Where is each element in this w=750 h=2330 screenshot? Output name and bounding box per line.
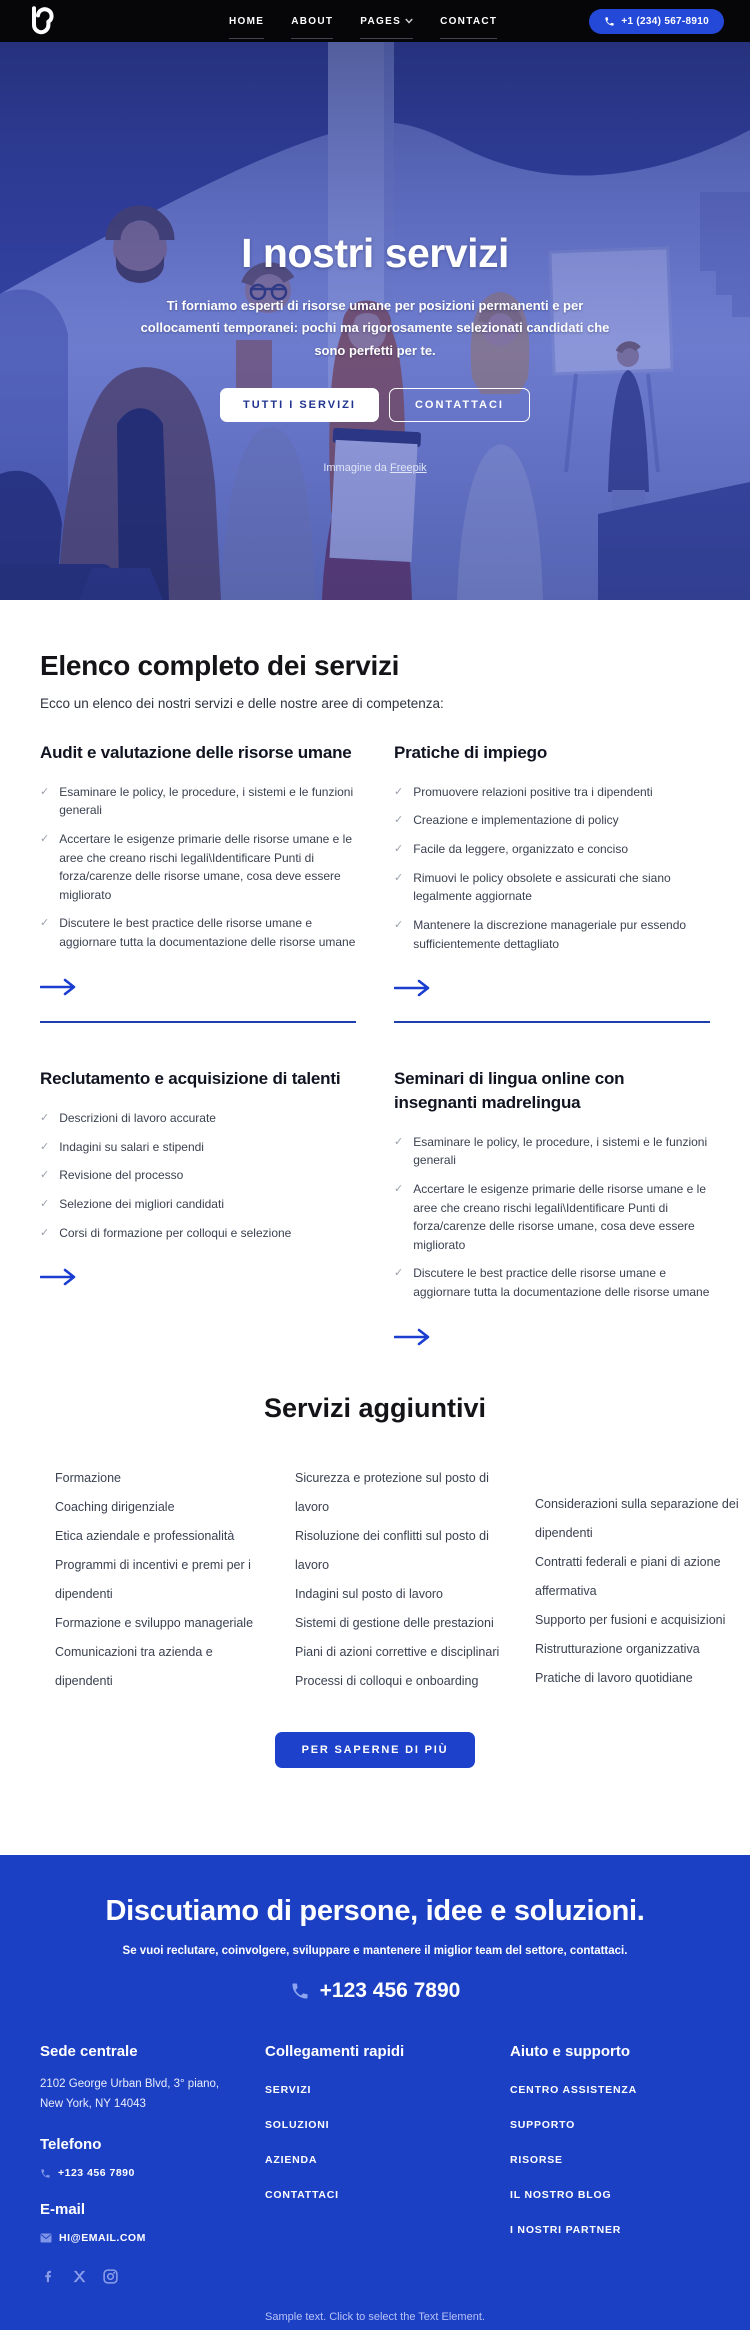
footer-email-link[interactable] bbox=[40, 2232, 265, 2244]
instagram-icon[interactable] bbox=[102, 2268, 119, 2285]
learn-more-button[interactable]: PER SAPERNE DI PIÙ bbox=[275, 1732, 476, 1768]
additional-item: Processi di colloqui e onboarding bbox=[295, 1674, 479, 1688]
quick-links-list bbox=[265, 2080, 510, 2203]
footer-link[interactable]: RISORSE bbox=[510, 2154, 563, 2166]
list-item bbox=[394, 1264, 710, 1301]
nav-item-contact[interactable] bbox=[440, 16, 497, 27]
additional-item: Coaching dirigenziale bbox=[55, 1500, 175, 1514]
check-icon: ✓ bbox=[394, 843, 404, 856]
card-title: Pratiche di impiego bbox=[394, 743, 548, 762]
list-item-text: Facile da leggere, organizzato e conciso bbox=[413, 842, 629, 857]
card-title: Seminari di lingua online con insegnanti madrelingua bbox=[394, 1069, 625, 1113]
list-item bbox=[394, 840, 710, 859]
footer-phone-number: +123 456 7890 bbox=[58, 2167, 135, 2180]
chevron-down-icon bbox=[405, 18, 413, 24]
service-card-recruiting bbox=[40, 1067, 356, 1355]
nav-label: PAGES bbox=[360, 15, 402, 27]
hero-section bbox=[0, 42, 750, 600]
service-card-employment bbox=[394, 741, 710, 1023]
top-navigation-bar bbox=[0, 0, 750, 42]
list-item bbox=[40, 1109, 356, 1128]
footer-link-centro-assistenza bbox=[510, 2080, 710, 2098]
nav-label: CONTACT bbox=[440, 15, 498, 27]
additional-columns bbox=[0, 1464, 750, 1696]
nav-label: ABOUT bbox=[291, 15, 334, 27]
additional-item: Formazione e sviluppo manageriale bbox=[55, 1616, 254, 1630]
footer-column-quick-links bbox=[265, 2043, 510, 2285]
quick-links-heading: Collegamenti rapidi bbox=[265, 2043, 405, 2060]
check-icon: ✓ bbox=[394, 1267, 404, 1280]
check-icon: ✓ bbox=[40, 1112, 50, 1125]
list-item-text: Revisione del processo bbox=[59, 1168, 184, 1183]
list-item-text: Descrizioni di lavoro accurate bbox=[59, 1111, 216, 1126]
cta-subheading: Se vuoi reclutare, coinvolgere, sviluppare e mantenere il miglior team del settore, contattaci. bbox=[122, 1945, 628, 1957]
list-item-text: Esaminare le policy, le procedure, i sistemi e le funzioni generali bbox=[59, 784, 354, 818]
additional-item: Ristrutturazione organizzativa bbox=[535, 1642, 700, 1656]
list-item bbox=[40, 1166, 356, 1185]
learn-more-wrap bbox=[0, 1732, 750, 1768]
hero-content bbox=[0, 42, 750, 474]
list-item bbox=[394, 783, 710, 802]
envelope-icon bbox=[40, 2233, 52, 2243]
list-item-text: Promuovere relazioni positive tra i dipendenti bbox=[413, 784, 653, 799]
additional-column-1 bbox=[55, 1464, 270, 1696]
phone-icon bbox=[290, 1981, 310, 2001]
site-logo[interactable] bbox=[26, 4, 60, 38]
contact-button[interactable]: CONTATTACI bbox=[389, 388, 530, 422]
nav-item-about[interactable] bbox=[291, 16, 333, 27]
freepik-link[interactable]: Freepik bbox=[389, 462, 427, 475]
additional-item: Piani di azioni correttive e disciplinari bbox=[295, 1645, 500, 1659]
additional-item: Sistemi di gestione delle prestazioni bbox=[295, 1616, 494, 1630]
social-links bbox=[40, 2268, 265, 2285]
service-card-audit bbox=[40, 741, 356, 1023]
services-section bbox=[0, 600, 750, 1355]
additional-item: Comunicazioni tra azienda e dipendenti bbox=[55, 1645, 213, 1688]
list-item bbox=[40, 914, 356, 951]
footer-link[interactable]: IL NOSTRO BLOG bbox=[510, 2189, 612, 2201]
list-item-text: Corsi di formazione per colloqui e selezione bbox=[59, 1225, 292, 1240]
support-heading: Aiuto e supporto bbox=[510, 2043, 630, 2060]
list-item-text: Creazione e implementazione di policy bbox=[413, 813, 619, 828]
footer-phone-link[interactable] bbox=[40, 2167, 265, 2179]
list-item bbox=[394, 916, 710, 953]
card-list bbox=[40, 1109, 356, 1252]
footer-link-supporto bbox=[510, 2115, 710, 2133]
arrow-link[interactable] bbox=[40, 978, 80, 996]
phone-icon bbox=[40, 2168, 51, 2179]
list-item bbox=[40, 1138, 356, 1157]
service-card-seminars bbox=[394, 1067, 710, 1355]
all-services-button[interactable]: TUTTI I SERVIZI bbox=[220, 388, 379, 422]
check-icon: ✓ bbox=[394, 1183, 404, 1196]
list-item-text: Discutere le best practice delle risorse umane e aggiornare tutta la documentazione delle risorse umane bbox=[413, 1266, 710, 1299]
list-item-text: Selezione dei migliori candidati bbox=[59, 1197, 224, 1212]
arrow-link[interactable] bbox=[394, 979, 434, 997]
services-cards-row-1 bbox=[40, 741, 710, 1023]
check-icon: ✓ bbox=[394, 814, 404, 827]
hero-title: I nostri servizi bbox=[241, 230, 509, 276]
footer-link-partner bbox=[510, 2220, 710, 2238]
arrow-right-icon bbox=[40, 1268, 78, 1286]
x-icon[interactable] bbox=[71, 2268, 88, 2285]
card-title: Audit e valutazione delle risorse umane bbox=[40, 743, 352, 762]
footer-link-azienda bbox=[265, 2150, 510, 2168]
footer-section bbox=[0, 1855, 750, 2330]
arrow-right-icon bbox=[394, 979, 432, 997]
additional-services-section bbox=[0, 1355, 750, 1855]
facebook-icon[interactable] bbox=[40, 2268, 57, 2285]
check-icon: ✓ bbox=[394, 1135, 404, 1148]
nav-label: HOME bbox=[229, 15, 265, 27]
footer-link[interactable]: I NOSTRI PARTNER bbox=[510, 2224, 622, 2236]
phone-icon bbox=[604, 16, 615, 27]
footer-email-address: HI@EMAIL.COM bbox=[59, 2232, 146, 2245]
logo-b-mark bbox=[26, 5, 58, 37]
office-heading: Sede centrale bbox=[40, 2043, 138, 2060]
footer-column-support bbox=[510, 2043, 710, 2285]
office-address bbox=[40, 2074, 265, 2114]
nav-item-pages[interactable] bbox=[360, 16, 413, 27]
additional-item: Contratti federali e piani di azione affermativa bbox=[535, 1555, 721, 1598]
services-subheading: Ecco un elenco dei nostri servizi e delle nostre aree di competenza: bbox=[40, 696, 444, 711]
list-item bbox=[394, 869, 710, 906]
services-cards-row-2 bbox=[40, 1067, 710, 1355]
check-icon: ✓ bbox=[40, 832, 50, 845]
main-nav bbox=[229, 16, 497, 27]
additional-item: Supporto per fusioni e acquisizioni bbox=[535, 1613, 726, 1627]
list-item bbox=[394, 1133, 710, 1170]
phone-heading: Telefono bbox=[40, 2136, 102, 2154]
list-item-text: Indagini su salari e stipendi bbox=[59, 1139, 204, 1154]
check-icon: ✓ bbox=[40, 1198, 50, 1211]
arrow-link[interactable] bbox=[40, 1268, 80, 1286]
footer-link[interactable]: AZIENDA bbox=[265, 2154, 318, 2166]
address-line: 2102 George Urban Blvd, 3° piano, bbox=[40, 2078, 220, 2090]
hero-subtitle: Ti forniamo esperti di risorse umane per posizioni permanenti e per collocamenti temporanei: pochi ma rigorosamente selezionati candidati che sono perfetti per te. bbox=[140, 298, 610, 358]
footer-link[interactable]: CONTATTACI bbox=[265, 2189, 339, 2201]
additional-item: Sicurezza e protezione sul posto di lavoro bbox=[295, 1471, 489, 1514]
hero-buttons bbox=[0, 388, 750, 422]
check-icon: ✓ bbox=[40, 1226, 50, 1239]
arrow-link[interactable] bbox=[394, 1328, 434, 1346]
cta-phone-link[interactable] bbox=[40, 1979, 710, 2003]
additional-item: Indagini sul posto di lavoro bbox=[295, 1587, 444, 1601]
cta-phone-number: +123 456 7890 bbox=[319, 1979, 461, 2002]
footer-link-contattaci bbox=[265, 2185, 510, 2203]
arrow-right-icon bbox=[40, 978, 78, 996]
card-list bbox=[394, 1133, 710, 1312]
support-links-list bbox=[510, 2080, 710, 2238]
header-phone-label: +1 (234) 567-8910 bbox=[621, 15, 709, 27]
list-item bbox=[40, 783, 356, 820]
card-title: Reclutamento e acquisizione di talenti bbox=[40, 1069, 341, 1089]
nav-item-home[interactable] bbox=[229, 16, 264, 27]
additional-heading: Servizi aggiuntivi bbox=[263, 1393, 487, 1423]
additional-item: Pratiche di lavoro quotidiane bbox=[535, 1671, 693, 1685]
list-item bbox=[40, 1195, 356, 1214]
additional-item: Formazione bbox=[55, 1471, 121, 1485]
list-item-text: Accertare le esigenze primarie delle risorse umane e le aree che creano rischi legali\Identificare Punti di forza/carenze delle risorse umane, cosa deve essere migliorato bbox=[59, 831, 353, 902]
arrow-right-icon bbox=[394, 1328, 432, 1346]
footer-link-risorse bbox=[510, 2150, 710, 2168]
list-item-text: Rimuovi le policy obsolete e assicurati che siano legalmente aggiornate bbox=[413, 870, 671, 904]
additional-item: Etica aziendale e professionalità bbox=[55, 1529, 235, 1543]
additional-item: Risoluzione dei conflitti sul posto di lavoro bbox=[295, 1529, 489, 1572]
additional-item: Programmi di incentivi e premi per i dipendenti bbox=[55, 1558, 251, 1601]
additional-item: Considerazioni sulla separazione dei dipendenti bbox=[535, 1497, 739, 1540]
list-item-text: Mantenere la discrezione manageriale pur essendo sufficientemente dettagliato bbox=[413, 918, 687, 951]
card-list bbox=[394, 783, 710, 963]
address-line: New York, NY 14043 bbox=[40, 2098, 146, 2111]
additional-column-3 bbox=[535, 1464, 750, 1696]
card-list bbox=[40, 783, 356, 962]
email-heading: E-mail bbox=[40, 2201, 86, 2219]
footer-link-soluzioni bbox=[265, 2115, 510, 2133]
footer-columns bbox=[40, 2043, 710, 2285]
check-icon: ✓ bbox=[394, 785, 404, 798]
list-item bbox=[394, 811, 710, 830]
check-icon: ✓ bbox=[40, 917, 50, 930]
footer-link[interactable]: SERVIZI bbox=[265, 2084, 312, 2096]
services-heading: Elenco completo dei servizi bbox=[40, 650, 400, 681]
check-icon: ✓ bbox=[40, 1169, 50, 1182]
list-item-text: Esaminare le policy, le procedure, i sistemi e le funzioni generali bbox=[413, 1134, 708, 1168]
check-icon: ✓ bbox=[40, 785, 50, 798]
footer-link[interactable]: SOLUZIONI bbox=[265, 2119, 330, 2131]
footer-link[interactable]: CENTRO ASSISTENZA bbox=[510, 2084, 637, 2096]
list-item-text: Discutere le best practice delle risorse umane e aggiornare tutta la documentazione delle risorse umane bbox=[59, 916, 356, 949]
footer-link-servizi bbox=[265, 2080, 510, 2098]
footer-link-blog bbox=[510, 2185, 710, 2203]
list-item bbox=[40, 830, 356, 904]
check-icon: ✓ bbox=[394, 871, 404, 884]
list-item-text: Accertare le esigenze primarie delle risorse umane e le aree che creano rischi legali\Identificare Punti di forza/carenze delle risorse umane, cosa deve essere migliorato bbox=[413, 1182, 707, 1252]
footer-link[interactable]: SUPPORTO bbox=[510, 2119, 576, 2131]
footer-column-office bbox=[40, 2043, 265, 2285]
list-item bbox=[40, 1224, 356, 1243]
image-credit bbox=[0, 462, 750, 474]
footer-bottom-text: Sample text. Click to select the Text Element. bbox=[265, 2311, 485, 2324]
check-icon: ✓ bbox=[394, 919, 404, 932]
credit-text: Immagine da bbox=[323, 462, 387, 475]
additional-column-2 bbox=[295, 1464, 510, 1696]
list-item bbox=[394, 1180, 710, 1254]
header-phone-button[interactable] bbox=[589, 9, 724, 34]
cta-heading: Discutiamo di persone, idee e soluzioni. bbox=[105, 1895, 645, 1927]
check-icon: ✓ bbox=[40, 1140, 50, 1153]
